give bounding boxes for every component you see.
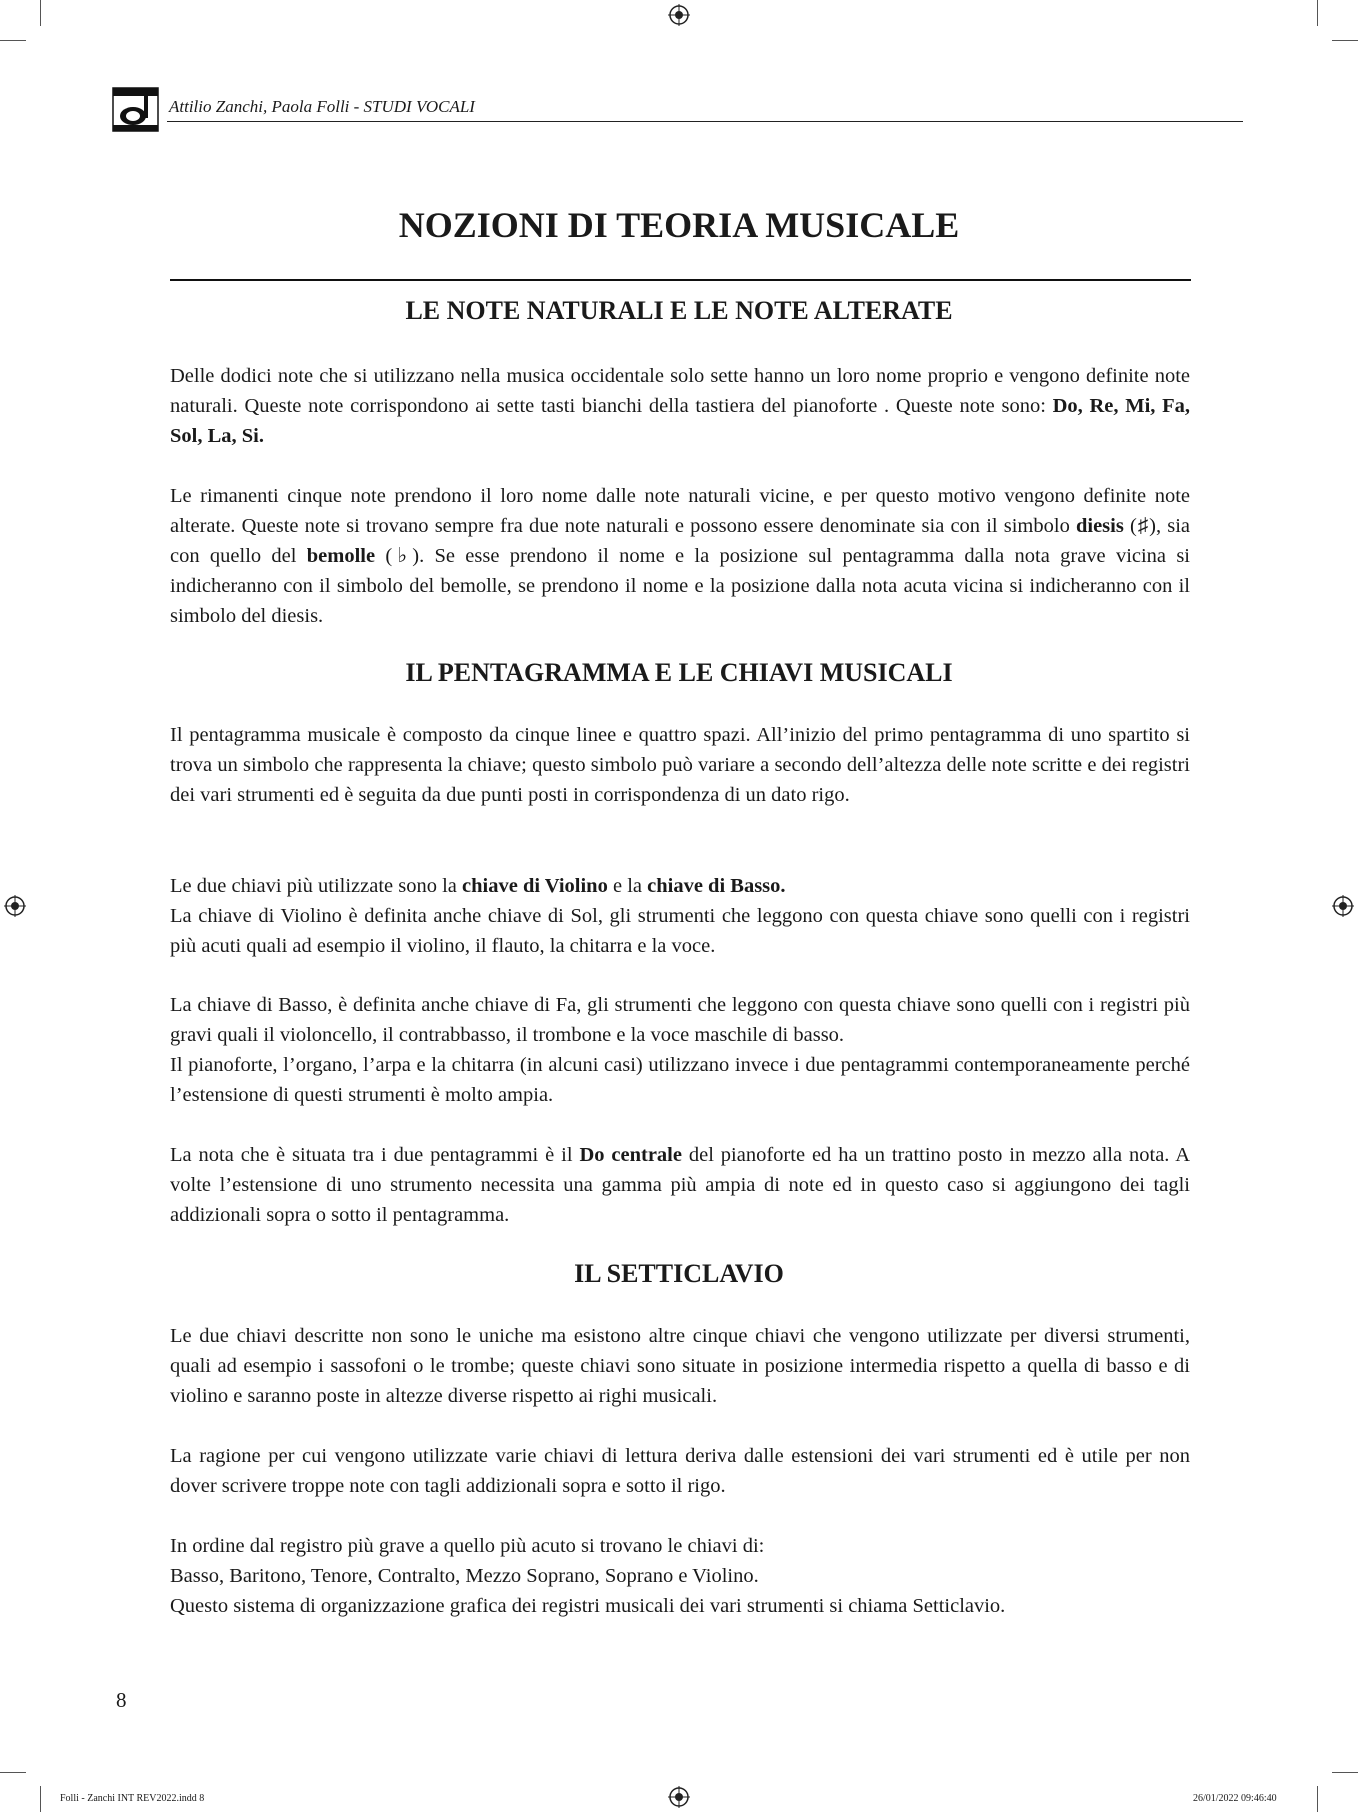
crop-mark <box>40 0 41 26</box>
registration-mark-icon <box>668 1786 690 1808</box>
footer-file-name: Folli - Zanchi INT REV2022.indd 8 <box>60 1793 205 1804</box>
paragraph: In ordine dal registro più grave a quello più acuto si trovano le chiavi di: Basso, Baritono, Tenore, Contralto, Mezzo Soprano, Soprano e Violino. Questo sistema di organizzazione grafica dei registri musicali dei vari strumenti si chiama Setticlavio. <box>170 1535 1006 1617</box>
crop-mark <box>0 40 26 41</box>
paragraph: La nota che è situata tra i due pentagrammi è il Do centrale del pianoforte ed ha un trattino posto in mezzo alla nota. A volte l’estensione di uno strumento necessita una gamma più ampia di note ed in questo caso si aggiungono dei tagli addizionali sopra o sotto il pentagramma. <box>170 1144 1190 1226</box>
registration-mark-icon <box>1332 895 1354 917</box>
crop-mark <box>1332 1772 1358 1773</box>
section-heading-setticlavio: IL SETTICLAVIO <box>574 1259 784 1288</box>
paragraph: Le due chiavi descritte non sono le uniche ma esistono altre cinque chiavi che vengono utilizzate per diversi strumenti, quali ad esempio i sassofoni o le trombe; queste chiavi sono situate in posizione intermedia rispetto a quella di basso e di violino e saranno poste in altezze diverse rispetto ai righi musicali. <box>170 1325 1190 1407</box>
paragraph: Il pentagramma musicale è composto da cinque linee e quattro spazi. All’inizio del primo pentagramma di uno spartito si trova un simbolo che rappresenta la chiave; questo simbolo può variare a secondo dell’altezza delle note scritte e dei registri dei vari strumenti ed è seguita da due punti posti in corrispondenza di un dato rigo. <box>170 724 1190 806</box>
section-heading-note-naturali: LE NOTE NATURALI E LE NOTE ALTERATE <box>405 296 953 325</box>
page-title: NOZIONI DI TEORIA MUSICALE <box>398 205 960 245</box>
registration-mark-icon <box>4 895 26 917</box>
paragraph: La ragione per cui vengono utilizzate varie chiavi di lettura deriva dalle estensioni dei vari strumenti ed è utile per non dover scrivere troppe note con tagli addizionali sopra e sotto il rigo. <box>170 1445 1190 1497</box>
paragraph: La chiave di Basso, è definita anche chiave di Fa, gli strumenti che leggono con questa chiave sono quelli con i registri più gravi quali il violoncello, il contrabbasso, il trombone e la voce maschile di basso. Il pianoforte, l’organo, l’arpa e la chitarra (in alcuni casi) utilizzano invece i due pentagrammi contemporaneamente perché l’estensione di questi strumenti è molto ampia. <box>170 994 1190 1106</box>
title-rule <box>170 279 1191 281</box>
page-number: 8 <box>116 1688 127 1712</box>
paragraph: Le due chiavi più utilizzate sono la chiave di Violino e la chiave di Basso. La chiave di Violino è definita anche chiave di Sol, gli strumenti che leggono con questa chiave sono quelli con i registri più acuti quali ad esempio il violino, il flauto, la chitarra e la voce. <box>170 875 1190 957</box>
crop-mark <box>1332 40 1358 41</box>
registration-mark-icon <box>668 4 690 26</box>
crop-mark <box>0 1772 26 1773</box>
header-rule <box>167 121 1243 122</box>
paragraph: Le rimanenti cinque note prendono il loro nome dalle note naturali vicine, e per questo motivo vengono definite note alterate. Queste note si trovano sempre fra due note naturali e possono essere denominate sia con il simbolo diesis (♯), sia con quello del bemolle (♭). Se esse prendono il nome e la posizione sul pentagramma dalla nota grave vicina si indicheranno con il simbolo del bemolle, se prendono il nome e la posizione dalla nota acuta vicina si indicheranno con il simbolo del diesis. <box>170 485 1191 627</box>
footer-timestamp: 26/01/2022 09:46:40 <box>1193 1793 1277 1804</box>
paragraph: Delle dodici note che si utilizzano nella musica occidentale solo sette hanno un loro nome proprio e vengono definite note naturali. Queste note corrispondono ai sette tasti bianchi della tastiera del pianoforte . Queste note sono: Do, Re, Mi, Fa, Sol, La, Si. <box>170 365 1190 447</box>
crop-mark <box>1317 1786 1318 1812</box>
music-note-logo-icon <box>112 87 159 132</box>
crop-mark <box>40 1786 41 1812</box>
crop-mark <box>1317 0 1318 26</box>
running-header: Attilio Zanchi, Paola Folli - STUDI VOCALI <box>169 97 475 116</box>
section-heading-pentagramma: IL PENTAGRAMMA E LE CHIAVI MUSICALI <box>405 658 953 687</box>
